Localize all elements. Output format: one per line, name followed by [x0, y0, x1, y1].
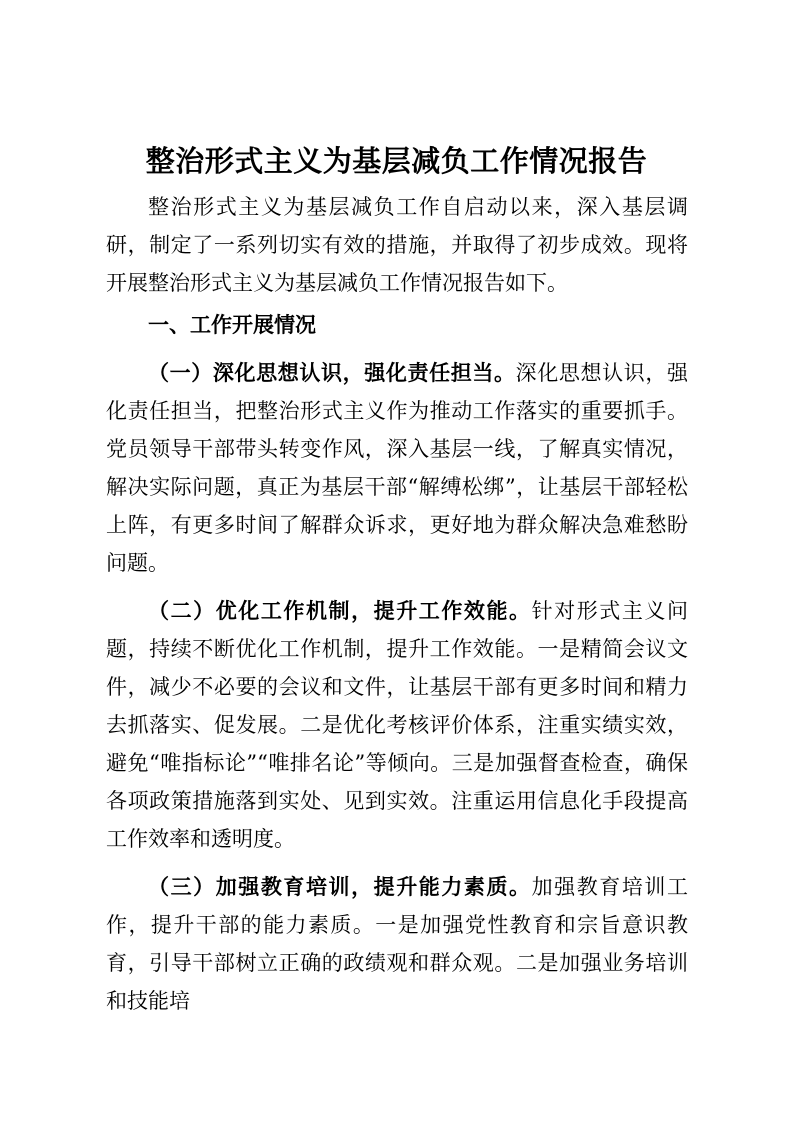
- section-subheading-1: （一）深化思想认识，强化责任担当。: [148, 360, 516, 385]
- section-paragraph-1: [106, 354, 688, 582]
- section-text-2: 针对形式主义问题，持续不断优化工作机制，提升工作效能。一是精简会议文件，减少不必要的会议和文件，让基层干部有更多时间和精力去抓落实、促发展。二是优化考核评价体系，注重实绩实效，避免“唯指标论”“唯排名论”等倾向。三是加强督查检查，确保各项政策措施落到实处、见到实效。注重运用信息化手段提高工作效率和透明度。: [106, 599, 689, 851]
- section-paragraph-2: [106, 592, 688, 858]
- section-subheading-3: （三）加强教育培训，提升能力素质。: [148, 874, 532, 899]
- document-title: 整治形式主义为基层减负工作情况报告: [145, 144, 648, 178]
- section-paragraph-3: [106, 868, 688, 1020]
- section-subheading-2: （二）优化工作机制，提升工作效能。: [148, 598, 532, 623]
- section-text-3: 加强教育培训工作，提升干部的能力素质。一是加强党性教育和宗旨意识教育，引导干部树立正确的政绩观和群众观。二是加强业务培训和技能培: [106, 875, 689, 1013]
- intro-paragraph: 整治形式主义为基层减负工作自启动以来，深入基层调研，制定了一系列切实有效的措施，并取得了初步成效。现将开展整治形式主义为基层减负工作情况报告如下。: [106, 195, 688, 295]
- section-heading: 一、工作开展情况: [148, 313, 316, 337]
- section-text-1: 深化思想认识，强化责任担当，把整治形式主义作为推动工作落实的重要抓手。党员领导干部带头转变作风，深入基层一线，了解真实情况，解决实际问题，真正为基层干部“解缚松绑”，让基层干部轻松上阵，有更多时间了解群众诉求，更好地为群众解决急难愁盼问题。: [106, 361, 688, 575]
- document-body: [106, 188, 688, 1020]
